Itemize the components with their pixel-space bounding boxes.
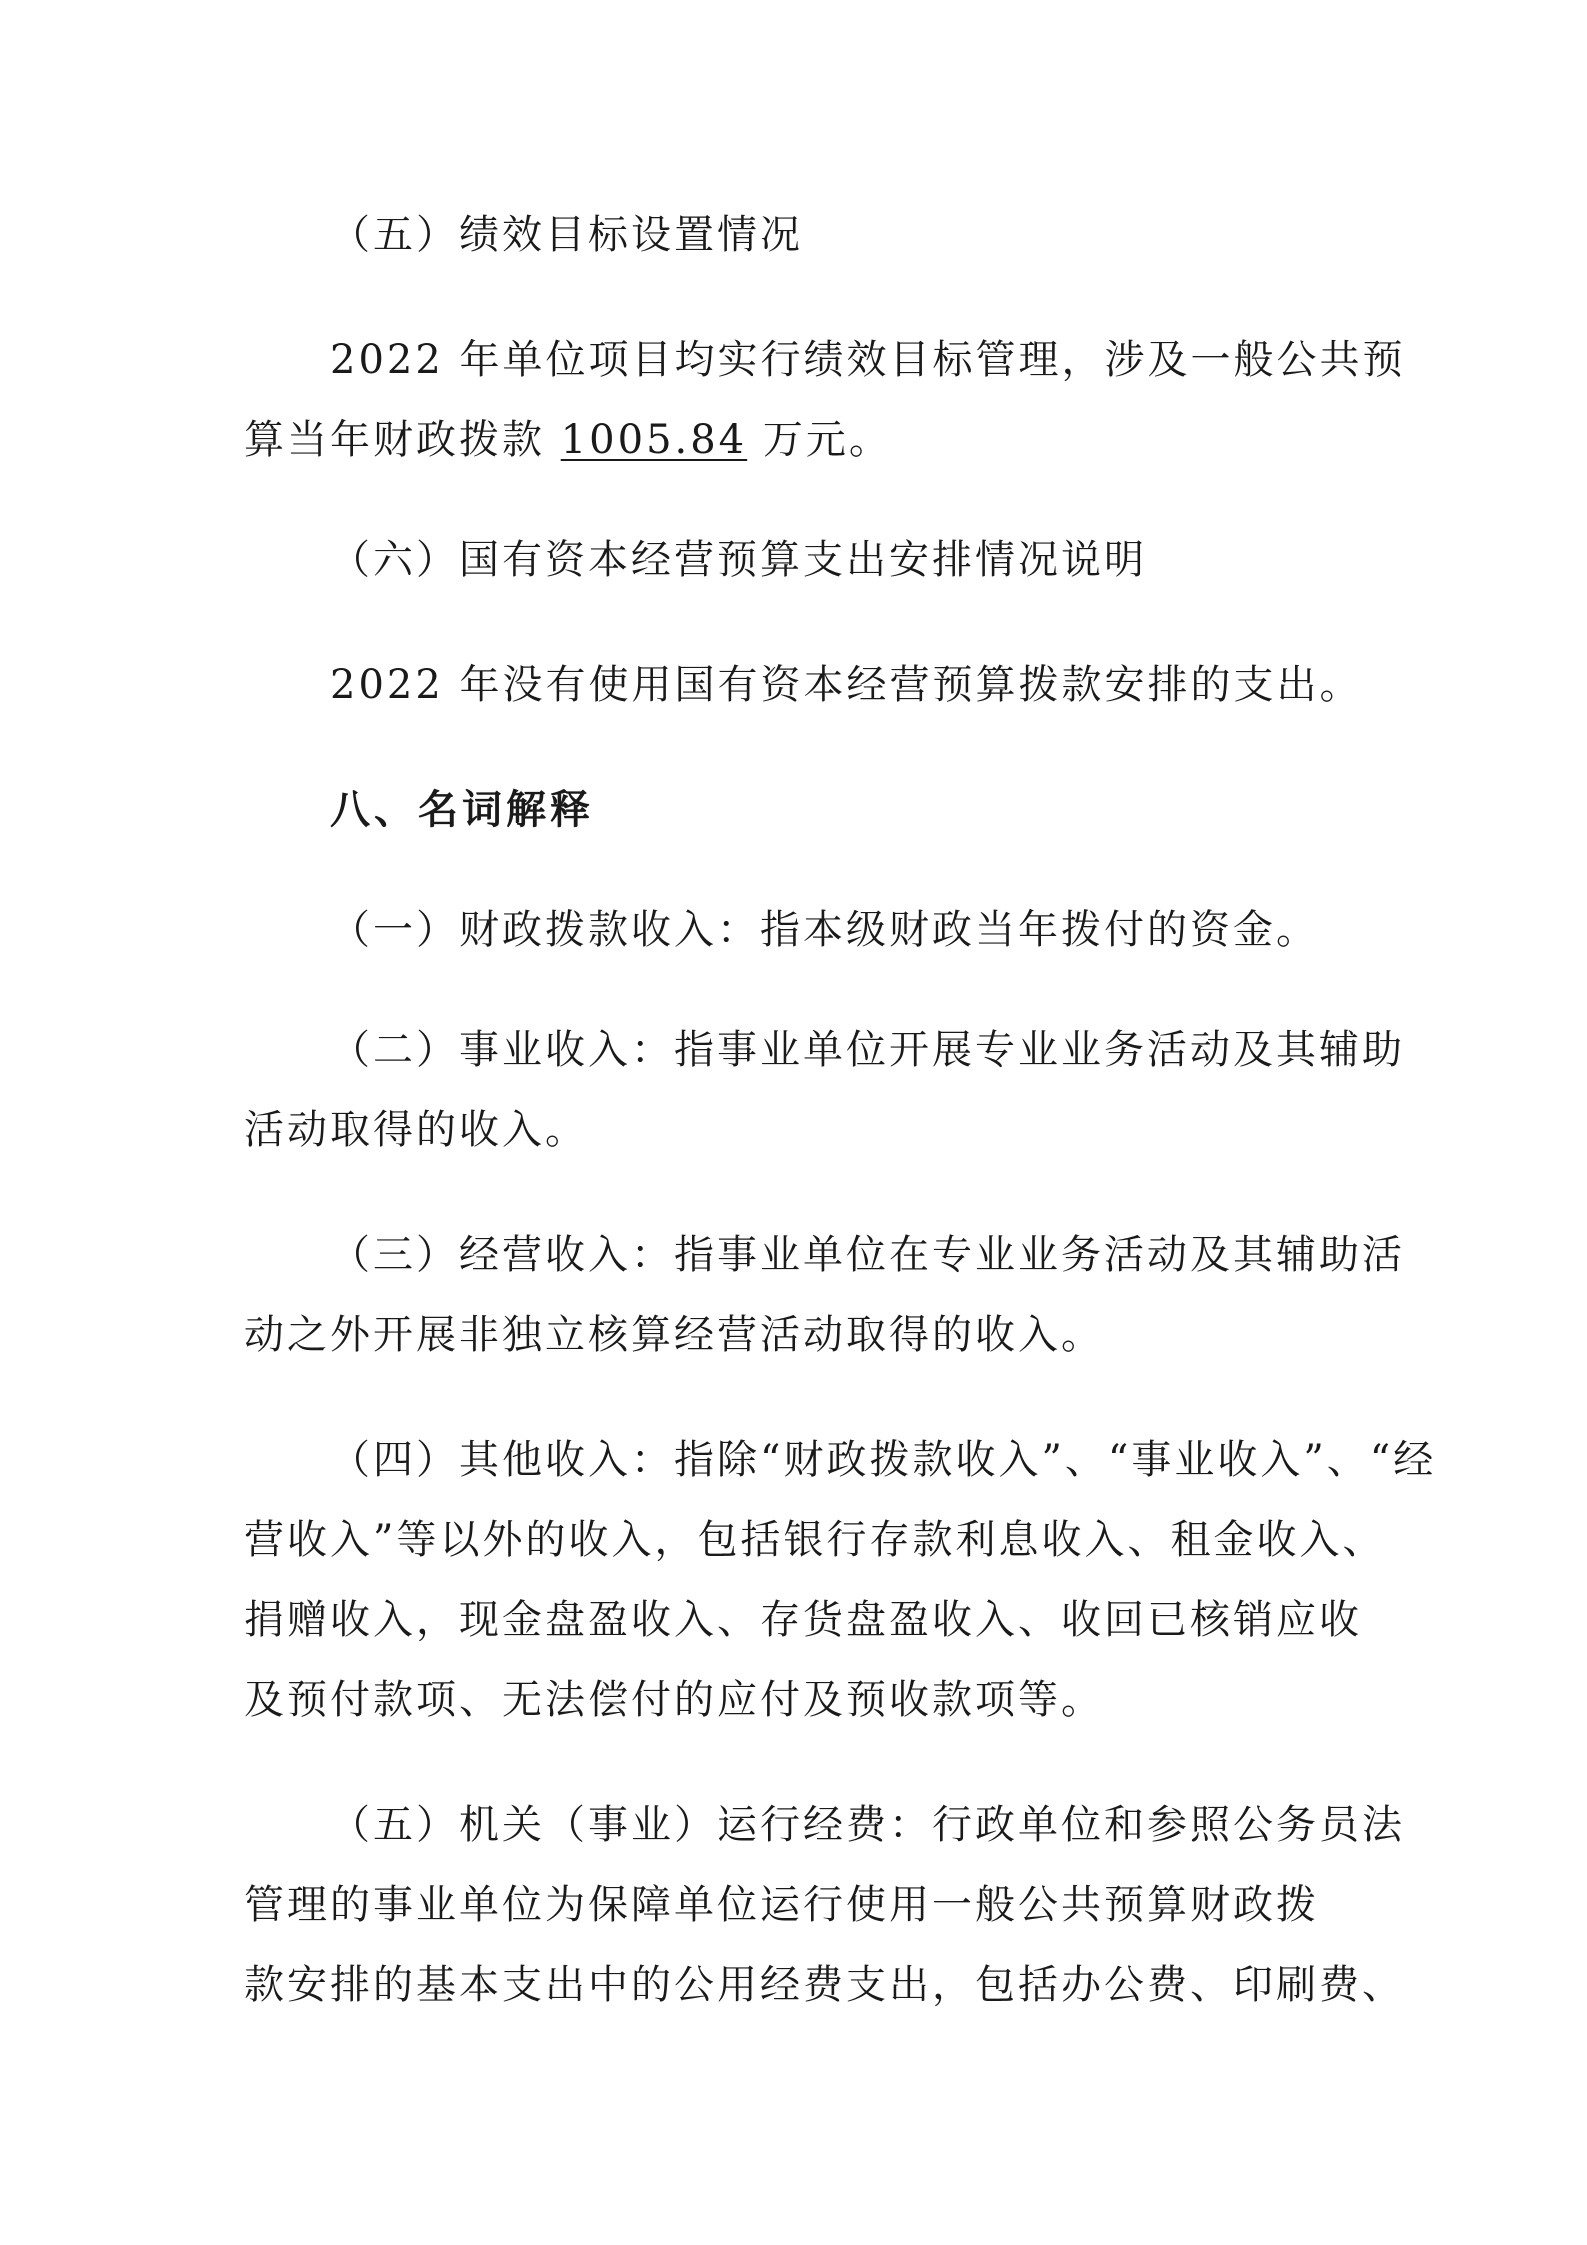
chapter8-title: 八、名词解释 <box>330 786 594 833</box>
term4-line1: （四）其他收入：指除“财政拨款收入”、“事业收入”、“经 <box>330 1437 1437 1483</box>
term5-line3: 款安排的基本支出中的公用经费支出，包括办公费、印刷费、 <box>244 1962 1405 2008</box>
section5-title: （五）绩效目标设置情况 <box>330 212 803 258</box>
term3-line2: 动之外开展非独立核算经营活动取得的收入。 <box>244 1312 1104 1358</box>
budget-amount: 1005.84 <box>560 417 748 463</box>
term4-line4: 及预付款项、无法偿付的应付及预收款项等。 <box>244 1677 1104 1723</box>
term2-line1: （二）事业收入：指事业单位开展专业业务活动及其辅助 <box>330 1027 1405 1073</box>
section5-body-line2 <box>244 410 892 470</box>
term2-line2: 活动取得的收入。 <box>244 1107 588 1153</box>
section5-body-line1: 2022 年单位项目均实行绩效目标管理，涉及一般公共预 <box>330 337 1406 383</box>
term4-line2: 营收入”等以外的收入，包括银行存款利息收入、租金收入、 <box>244 1517 1386 1563</box>
section6-title: （六）国有资本经营预算支出安排情况说明 <box>330 537 1147 583</box>
term5-line1: （五）机关（事业）运行经费：行政单位和参照公务员法 <box>330 1802 1405 1848</box>
term3-line1: （三）经营收入：指事业单位在专业业务活动及其辅助活 <box>330 1232 1405 1278</box>
term4-line3: 捐赠收入，现金盘盈收入、存货盘盈收入、收回已核销应收 <box>244 1597 1362 1643</box>
section6-body: 2022 年没有使用国有资本经营预算拨款安排的支出。 <box>330 662 1363 708</box>
term5-line2: 管理的事业单位为保障单位运行使用一般公共预算财政拨 <box>244 1882 1319 1928</box>
amount-prefix: 算当年财政拨款 <box>244 417 561 463</box>
amount-suffix: 万元。 <box>747 417 892 463</box>
term1-line1: （一）财政拨款收入：指本级财政当年拨付的资金。 <box>330 907 1319 953</box>
